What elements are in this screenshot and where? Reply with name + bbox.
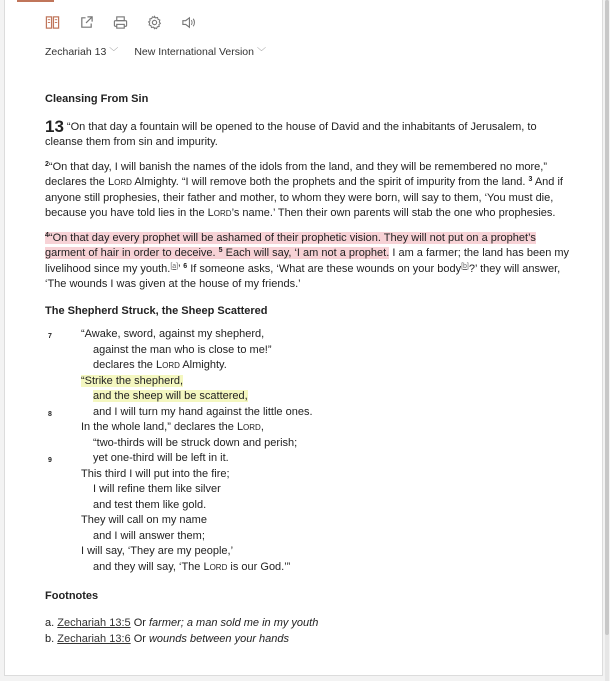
verse-number: 6 (183, 262, 188, 270)
verse-number: 2 (45, 160, 49, 168)
poetry-line (45, 560, 573, 576)
poetry-block (45, 327, 573, 575)
share-icon (79, 15, 94, 30)
verse-number: 8 (48, 411, 52, 418)
verse-text: Almighty. “I will remove both the prophets and the spirit of impurity from the land. (131, 176, 526, 188)
verse-text: “On that day every prophet will be ashamed of their prophetic vision. They will not put on a prophet’s garment of hair in order to deceive. (45, 231, 536, 259)
print-button[interactable] (113, 13, 147, 31)
passage-selectors (45, 45, 266, 58)
footnote-link-b[interactable]: [b] (461, 262, 469, 270)
verse-text: And if anyone still prophesies, their father and mother, to whom they were born, will say to them, ‘You must die, because you have told lies in the (45, 176, 563, 219)
section-heading: The Shepherd Struck, the Sheep Scattered (45, 304, 268, 317)
paragraph-verses-4-6 (45, 231, 573, 293)
footnote-reference-link[interactable]: Zechariah 13:6 (57, 633, 131, 645)
active-tab-indicator (17, 0, 54, 2)
footnote-a (45, 616, 573, 632)
chevron-down-icon: ﹀ (109, 47, 119, 57)
verse-number: 3 (528, 176, 533, 183)
poetry-line: and I will answer them; (93, 529, 205, 542)
verse-text: “On that day a fountain will be opened to the house of David and the inhabitants of Jerusalem, to cleanse them from sin and impurity. (45, 120, 537, 148)
audio-icon (181, 15, 196, 30)
chevron-down-icon: ﹀ (256, 47, 266, 57)
line-text: In the whole land,” declares the (81, 421, 237, 433)
parallel-icon (45, 15, 60, 30)
highlight-yellow[interactable]: and the sheep will be scattered, (93, 390, 248, 402)
lord-small-caps: Lord (155, 359, 180, 371)
print-icon (113, 15, 128, 30)
line-text: declares the (93, 359, 156, 371)
footnote-reference-link[interactable]: Zechariah 13:5 (57, 616, 131, 629)
footnote-b (45, 632, 573, 648)
lord-small-caps: Lord (107, 176, 132, 188)
parallel-button[interactable] (45, 13, 79, 31)
lord-small-caps: Lord (207, 207, 232, 219)
footnotes-list (45, 616, 573, 648)
lord-small-caps: Lord (203, 560, 228, 573)
poetry-line: I will say, ‘They are my people,’ (81, 545, 234, 557)
version-selector[interactable] (134, 45, 266, 58)
chapter-selector-label: Zechariah 13 (45, 45, 107, 58)
version-selector-label: New International Version (134, 45, 254, 58)
highlight-yellow[interactable]: “Strike the shepherd, (81, 374, 184, 387)
poetry-line (45, 358, 573, 374)
reader-panel (4, 0, 603, 676)
verse-number: 5 (218, 247, 223, 254)
poetry-line: “Awake, sword, against my shepherd, (81, 328, 265, 340)
scrollbar-thumb[interactable] (605, 0, 609, 635)
verse-text: ?’ they will answer, ‘The wounds I was given at the house of my friends.’ (45, 262, 561, 290)
share-button[interactable] (79, 13, 113, 31)
verse-text: ’s name.’ Then their own parents will stab the one who prophesies. (231, 207, 556, 219)
line-text: and they will say, ‘The (93, 560, 204, 573)
verse-number: 4 (45, 231, 49, 239)
verse-text: If someone asks, ‘What are these wounds on your body (187, 262, 462, 275)
line-text: is our God.’” (227, 560, 291, 573)
footnote-link-a[interactable]: [a] (170, 262, 179, 270)
settings-button[interactable] (147, 13, 181, 31)
poetry-line: and I will turn my hand against the little ones. (93, 405, 313, 418)
footnote-text: wounds between your hands (148, 633, 290, 645)
poetry-line (45, 420, 573, 436)
lord-small-caps: Lord (236, 421, 261, 433)
poetry-line: I will refine them like silver (93, 483, 221, 495)
poetry-line (45, 389, 573, 405)
poetry-line: yet one-third will be left in it. (93, 452, 229, 464)
section-heading: Cleansing From Sin (45, 93, 149, 105)
verse-text: ’ (178, 262, 181, 275)
poetry-line: This third I will put into the fire; (81, 467, 230, 480)
verse-text: I am a farmer; the land has been my livelihood since my youth. (45, 247, 570, 275)
toolbar (45, 13, 215, 31)
footnotes-heading: Footnotes (45, 590, 99, 602)
poetry-line: They will call on my name (81, 514, 207, 526)
chapter-selector[interactable] (45, 45, 118, 58)
poetry-line: and test them like gold. (93, 498, 207, 511)
line-text: Almighty. (179, 359, 227, 371)
poetry-line: “two-thirds will be struck down and perish; (93, 436, 298, 449)
footnote-text: farmer; a man sold me in my youth (148, 616, 319, 629)
chapter-number: 13 (45, 116, 64, 136)
verse-number: 9 (48, 457, 52, 464)
footnote-label: a. (45, 616, 55, 629)
audio-button[interactable] (181, 13, 215, 31)
poetry-line: against the man who is close to me!” (93, 343, 272, 356)
verse-1 (45, 116, 573, 151)
footnote-label: b. (45, 633, 55, 645)
verse-number: 7 (48, 333, 52, 340)
footnote-text: Or (130, 633, 149, 645)
verse-text: “On that day, I will banish the names of the idols from the land, and they will be remembered no more,” declares the (45, 160, 548, 188)
passage-text (45, 92, 573, 649)
poetry-line (45, 374, 573, 390)
verse-text: Each will say, ‘I am not a prophet. (222, 247, 390, 259)
settings-icon (147, 15, 162, 30)
footnote-text: Or (130, 616, 149, 629)
paragraph-verses-2-3 (45, 160, 573, 222)
line-text: , (260, 421, 264, 433)
